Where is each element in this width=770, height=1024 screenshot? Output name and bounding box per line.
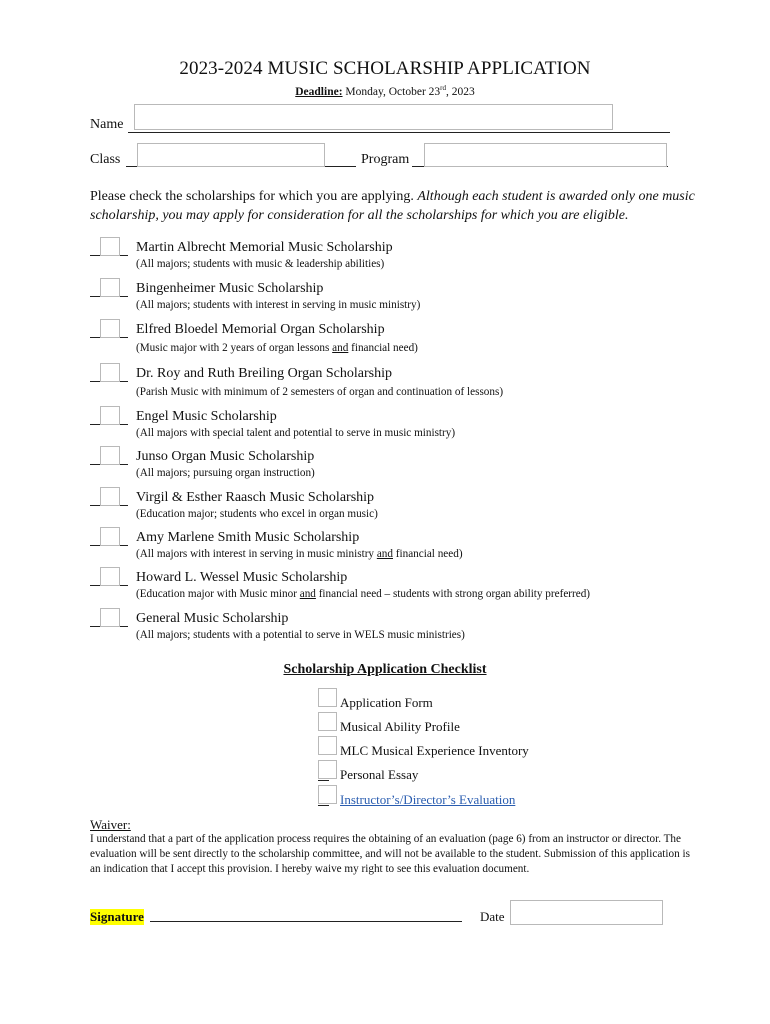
scholarship-description (136, 467, 315, 479)
name-field[interactable] (134, 104, 613, 130)
scholarship-checkbox[interactable] (100, 278, 120, 297)
class-field[interactable] (137, 143, 325, 167)
scholarship-checkbox[interactable] (100, 487, 120, 506)
description-text: (Music major with 2 years of organ lessons (136, 342, 333, 354)
scholarship-name: General Music Scholarship (136, 611, 289, 626)
page-title: 2023-2024 MUSIC SCHOLARSHIP APPLICATION (179, 58, 591, 79)
checklist-item-label: Musical Ability Profile (340, 719, 460, 734)
instructions-plain: Please check the scholarships for which you are applying. (90, 189, 418, 204)
checklist-item-label: Application Form (340, 695, 433, 710)
scholarship-description (136, 342, 418, 354)
description-text: (All majors; students with music & leadership abilities) (136, 258, 385, 270)
signature-line[interactable] (150, 921, 462, 922)
deadline-date: Monday, October 23 (342, 85, 441, 98)
checklist-blank-line (318, 805, 329, 806)
scholarship-checkbox[interactable] (100, 446, 120, 465)
description-text: (All majors; pursuing organ instruction) (136, 467, 315, 479)
waiver-text: I understand that a part of the application process requires the obtaining of an evaluation (page 6) from an instructor or director. The evaluation will be sent directly to the scholarship committee, and will not be available to the student. Submission of this application is an indication that I accept this provision. I hereby waive my right to see this evaluation document. (90, 833, 690, 875)
scholarship-name: Bingenheimer Music Scholarship (136, 281, 324, 296)
description-text: (All majors with special talent and potential to serve in music ministry) (136, 427, 456, 439)
deadline (0, 84, 770, 98)
deadline-label: Deadline: (295, 85, 343, 98)
scholarship-checkbox[interactable] (100, 319, 120, 338)
date-label: Date (480, 909, 505, 924)
checklist-checkbox[interactable] (318, 688, 337, 707)
checklist-checkbox[interactable] (318, 736, 337, 755)
description-text: (Parish Music with minimum of 2 semesters of organ and continuation of lessons) (136, 386, 504, 398)
description-text: (All majors; students with a potential to serve in WELS music ministries) (136, 629, 465, 641)
program-field[interactable] (424, 143, 667, 167)
description-emphasis: and (332, 342, 349, 354)
instructions-italic: Although each student is awarded only one music scholarship, you may apply for consideration for all the scholarships for which you are eligible. (90, 189, 695, 223)
signature-label: Signature (90, 909, 144, 924)
description-text: (Education major; students who excel in organ music) (136, 508, 378, 520)
deadline-year: , 2023 (446, 85, 475, 98)
scholarship-checkbox[interactable] (100, 237, 120, 256)
scholarship-checkbox[interactable] (100, 527, 120, 546)
scholarship-name: Amy Marlene Smith Music Scholarship (136, 530, 360, 545)
scholarship-name: Junso Organ Music Scholarship (136, 449, 315, 464)
deadline-sup: rd (440, 84, 446, 92)
description-text-end: financial need) (348, 342, 418, 354)
scholarship-checkbox[interactable] (100, 567, 120, 586)
scholarship-name: Martin Albrecht Memorial Music Scholarship (136, 240, 393, 255)
checklist-checkbox[interactable] (318, 760, 337, 779)
description-text-end: financial need – students with strong organ ability preferred) (315, 588, 591, 600)
description-text: (Education major with Music minor (136, 588, 300, 600)
program-label: Program (361, 152, 410, 167)
scholarship-name: Howard L. Wessel Music Scholarship (136, 570, 348, 585)
description-text-end: financial need) (392, 548, 463, 560)
scholarship-checkbox[interactable] (100, 406, 120, 425)
scholarship-name: Elfred Bloedel Memorial Organ Scholarship (136, 322, 385, 337)
scholarship-description (136, 588, 590, 600)
checklist-checkbox[interactable] (318, 712, 337, 731)
description-emphasis: and (376, 548, 393, 560)
description-emphasis: and (299, 588, 316, 600)
scholarship-description (136, 258, 384, 270)
checklist-title: Scholarship Application Checklist (283, 662, 487, 677)
scholarship-description (136, 427, 455, 439)
checklist-blank-line (318, 780, 329, 781)
scholarship-description (136, 299, 420, 311)
checklist-item-link[interactable]: Instructor’s/Director’s Evaluation (340, 792, 516, 807)
scholarship-name: Virgil & Esther Raasch Music Scholarship (136, 490, 375, 505)
scholarship-description (136, 508, 378, 520)
scholarship-checkbox[interactable] (100, 608, 120, 627)
scholarship-name: Dr. Roy and Ruth Breiling Organ Scholarship (136, 366, 392, 381)
scholarship-description (136, 629, 465, 641)
class-label: Class (90, 152, 121, 167)
scholarship-description (136, 386, 503, 398)
scholarship-name: Engel Music Scholarship (136, 409, 277, 424)
name-label: Name (90, 117, 124, 132)
checklist-item-label: MLC Musical Experience Inventory (340, 743, 529, 758)
checklist-item-label: Personal Essay (340, 767, 419, 782)
scholarship-description (136, 548, 463, 560)
scholarship-checkbox[interactable] (100, 363, 120, 382)
description-text: (All majors with interest in serving in music ministry (136, 548, 377, 560)
name-underline (128, 132, 670, 133)
waiver-heading: Waiver: (90, 817, 131, 832)
date-field[interactable] (510, 900, 663, 925)
description-text: (All majors; students with interest in serving in music ministry) (136, 299, 421, 311)
instructions (90, 187, 710, 225)
checklist-checkbox[interactable] (318, 785, 337, 804)
